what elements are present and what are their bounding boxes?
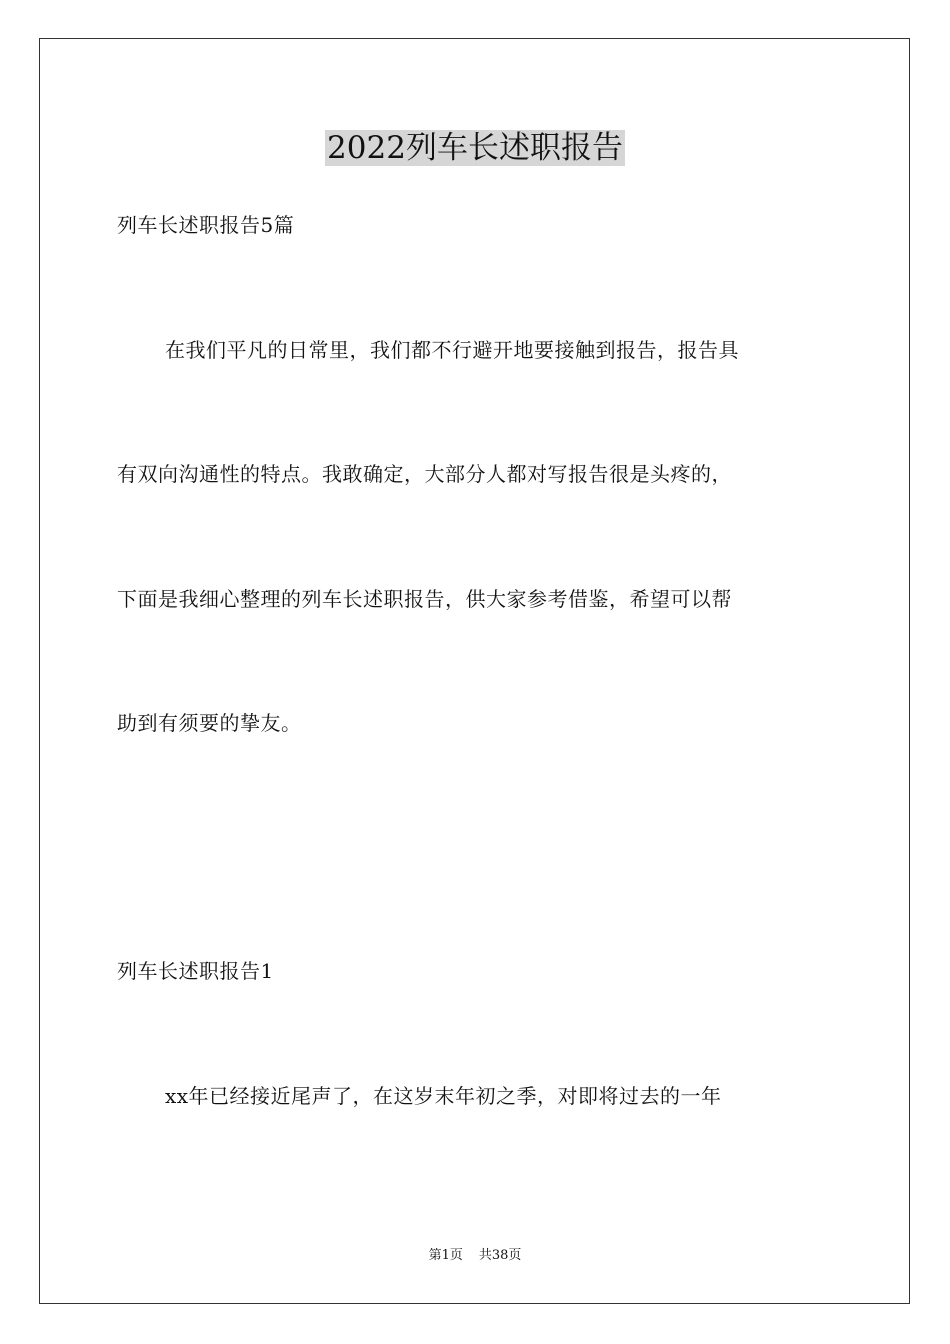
document-subtitle: 列车长述职报告5篇 [117,213,295,237]
page-total: 共38页 [478,1248,522,1263]
intro-line-1: 在我们平凡的日常里，我们都不行避开地要接触到报告，报告具 [165,338,739,362]
page-number: 第1页 [428,1248,463,1263]
page-footer [0,1247,950,1265]
intro-line-3: 下面是我细心整理的列车长述职报告，供大家参考借鉴，希望可以帮 [117,587,732,611]
document-title-text: 2022列车长述职报告 [327,130,623,166]
section-heading: 列车长述职报告1 [117,959,274,983]
section-first-line: xx年已经接近尾声了，在这岁末年初之季，对即将过去的一年 [165,1084,722,1108]
document-title [0,126,950,170]
intro-line-2: 有双向沟通性的特点。我敢确定，大部分人都对写报告很是头疼的， [117,462,732,486]
intro-line-4: 助到有须要的挚友。 [117,711,302,735]
